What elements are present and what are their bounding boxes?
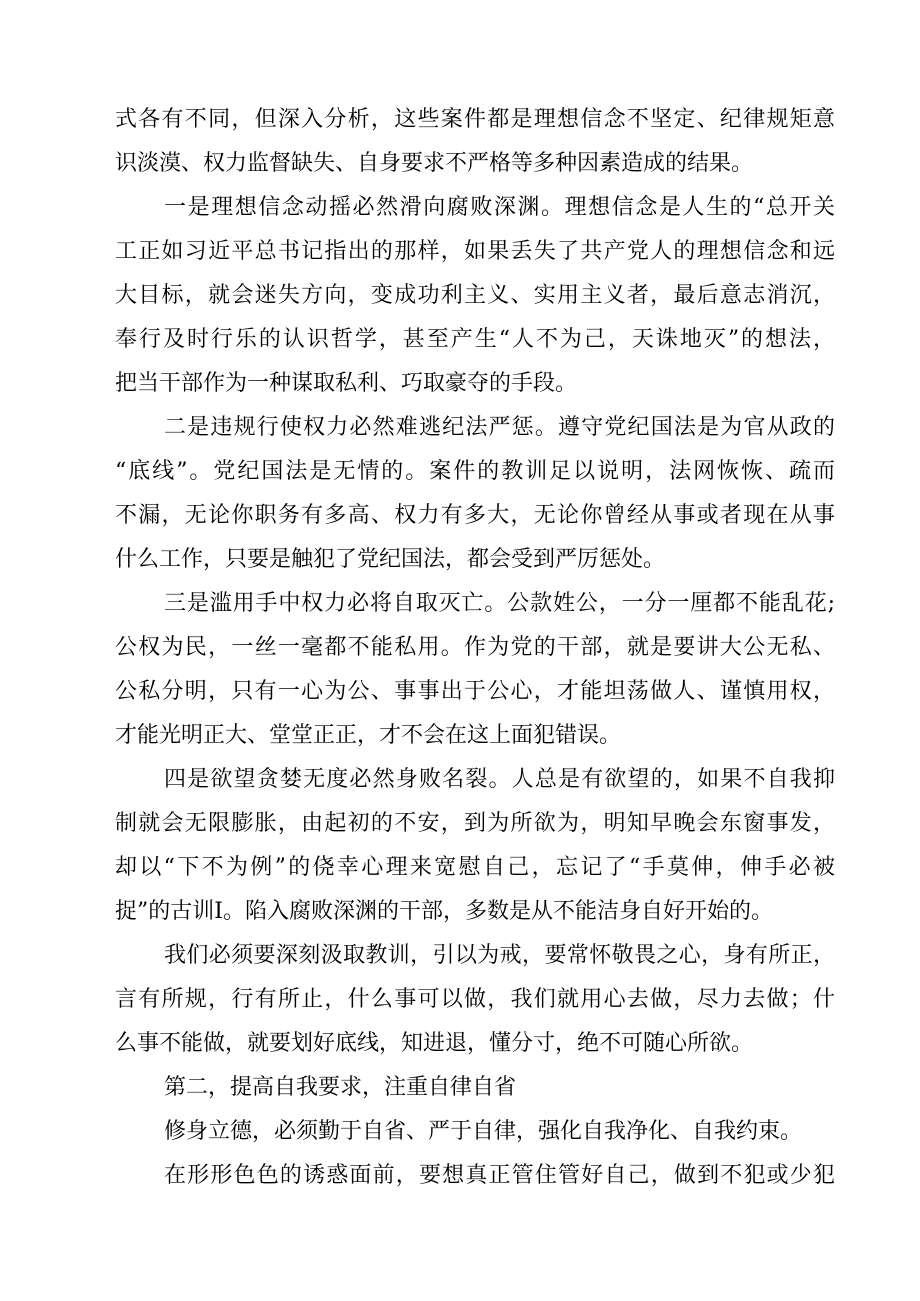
text-line: 在形形色色的诱惑面前，要想真正管住管好自己，做到不犯或少犯 xyxy=(164,1163,835,1188)
section-heading: 第二，提高自我要求，注重自律自省 xyxy=(164,1075,517,1100)
text-line: 识淡漠、权力监督缺失、自身要求不严格等多种因素造成的结果。 xyxy=(115,151,754,176)
text-line: 奉行及时行乐的认识哲学，甚至产生“人不为己，天诛地灭”的想法， xyxy=(115,327,835,352)
text-line: “底线”。党纪国法是无情的。案件的教训足以说明，法网恢恢、疏而 xyxy=(115,459,835,484)
text-line: 四是欲望贪婪无度必然身败名裂。人总是有欲望的，如果不自我抑 xyxy=(164,767,835,792)
text-line: 式各有不同，但深入分析，这些案件都是理想信念不坚定、纪律规矩意 xyxy=(115,107,835,132)
text-line: 什么工作，只要是触犯了党纪国法，都会受到严厉惩处。 xyxy=(115,547,666,572)
text-line: 修身立德，必须勤于自省、严于自律，强化自我净化、自我约束。 xyxy=(164,1119,803,1144)
text-line: 却以“下不为例”的侥幸心理来宽慰自己，忘记了“手莫伸，伸手必被 xyxy=(115,855,835,880)
text-line: 三是滥用手中权力必将自取灭亡。公款姓公，一分一厘都不能乱花; xyxy=(164,591,835,616)
text-line: 捉”的古训I。陷入腐败深渊的干部，多数是从不能洁身自好开始的。 xyxy=(115,899,773,924)
text-line: 我们必须要深刻汲取教训，引以为戒，要常怀敬畏之心，身有所正， xyxy=(164,943,835,968)
text-line: 公私分明，只有一心为公、事事出于公心，才能坦荡做人、谨慎用权， xyxy=(115,679,835,704)
text-line: 把当干部作为一种谋取私利、巧取豪夺的手段。 xyxy=(115,371,578,396)
text-line: 不漏，无论你职务有多高、权力有多大，无论你曾经从事或者现在从事 xyxy=(115,503,835,528)
text-line: 大目标，就会迷失方向，变成功利主义、实用主义者，最后意志消沉， xyxy=(115,283,835,308)
text-line: 一是理想信念动摇必然滑向腐败深渊。理想信念是人生的“总开关 xyxy=(164,195,835,220)
text-line: 二是违规行使权力必然难逃纪法严惩。遵守党纪国法是为官从政的 xyxy=(164,415,835,440)
text-line: 才能光明正大、堂堂正正，才不会在这上面犯错误。 xyxy=(115,723,622,748)
text-line: 言有所规，行有所止，什么事可以做，我们就用心去做，尽力去做；什 xyxy=(115,987,835,1012)
text-line: 工正如习近平总书记指出的那样，如果丢失了共产党人的理想信念和远 xyxy=(115,239,835,264)
text-line: 么事不能做，就要划好底线，知进退，懂分寸，绝不可随心所欲。 xyxy=(115,1031,754,1056)
text-line: 公权为民，一丝一毫都不能私用。作为党的干部，就是要讲大公无私、 xyxy=(115,635,835,660)
text-line: 制就会无限膨胀，由起初的不安，到为所欲为，明知早晚会东窗事发， xyxy=(115,811,835,836)
